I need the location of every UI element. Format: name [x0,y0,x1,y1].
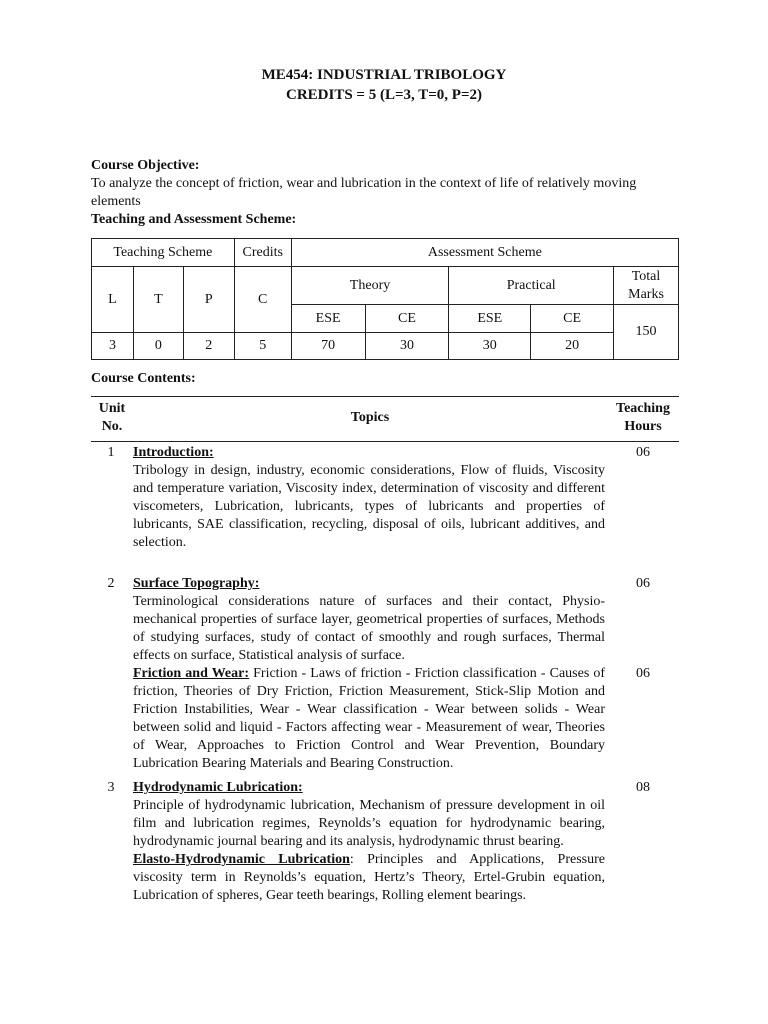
unit-topic [133,779,605,905]
theory-ese-header: ESE [291,305,365,333]
unit-topic [133,575,605,773]
objective-text: To analyze the concept of friction, wear and lubrication in the context of life of relatively moving elements [91,176,637,209]
contents-heading: Course Contents: [91,371,196,386]
unit-title: Surface Topography: [133,576,260,591]
credits-line: CREDITS = 5 (L=3, T=0, P=2) [285,87,483,103]
subunit-title: Friction and Wear: [133,666,250,681]
practical-header: Practical [449,267,614,305]
theory-ce-value: 30 [365,333,449,360]
l-value: 3 [92,333,134,360]
p-value: 2 [183,333,234,360]
subunit-hours: 06 [636,666,650,681]
subunit-paragraph [133,851,605,905]
practical-ce-value: 20 [531,333,614,360]
practical-ce-header: CE [531,305,614,333]
total-marks-header: Total Marks [614,267,679,305]
c-header: C [234,267,291,333]
teaching-scheme-header: Teaching Scheme [92,239,235,267]
objective-heading: Course Objective: [91,158,200,173]
l-header: L [92,267,134,333]
unit-hours: 06 [636,576,650,591]
scheme-table [91,238,679,360]
topics-header: Topics [350,410,390,425]
unit-text: Terminological considerations nature of surfaces and their contact, Physio-mechanical properties of surface layer, geometrical properties of surfaces, Methods of studying surfaces, study of contact of smoothly and rough surfaces, Thermal effects on surface, Statistical analysis of surface. [133,594,605,663]
unit-number: 1 [107,445,115,460]
theory-ese-value: 70 [291,333,365,360]
course-title: ME454: INDUSTRIAL TRIBOLOGY [261,67,507,83]
practical-ese-header: ESE [449,305,531,333]
credits-header: Credits [234,239,291,267]
subunit-paragraph [133,665,605,773]
unit-hours: 08 [636,780,650,795]
unit-number: 2 [107,576,115,591]
c-value: 5 [234,333,291,360]
unit-topic [133,444,605,552]
unit-text: Tribology in design, industry, economic considerations, Flow of fluids, Viscosity and temperature variation, Viscosity index, determination of viscosity and different viscometers, Lubrication, lubricants, types of lubricants and properties of lubricants, SAE classification, recycling, disposal of oils, lubricant additives, and selection. [133,463,605,550]
unit-hours: 06 [636,445,650,460]
unit-title: Introduction: [133,445,214,460]
unit-text: Principle of hydrodynamic lubrication, Mechanism of pressure development in oil film and lubrication regimes, Reynolds’s equation for hydrodynamic bearing, hydrodynamic journal bearing and its analysis, hydrodynamic thrust bearing. [133,798,605,849]
p-header: P [183,267,234,333]
t-value: 0 [133,333,183,360]
assessment-scheme-header: Assessment Scheme [291,239,678,267]
unit-title: Hydrodynamic Lubrication: [133,780,303,795]
theory-ce-header: CE [365,305,449,333]
teaching-hours-header: Teaching Hours [616,401,670,434]
practical-ese-value: 30 [449,333,531,360]
subunit-text: Friction - Laws of friction - Friction classification - Causes of friction, Theories of Dry Friction, Friction Measurement, Stick-Slip Motion and Friction Instabilities, Wear - Wear classification - Wear between solids - Wear between solid and liquid - Factors affecting wear - Measurement of wear, Theories of Wear, Approaches to Friction Control and Wear Prevention, Boundary Lubrication Bearing Materials and Bearing Construction. [133,666,606,771]
scheme-heading: Teaching and Assessment Scheme: [91,212,297,227]
unit-no-header: Unit No. [98,401,126,434]
t-header: T [133,267,183,333]
subunit-title: Elasto-Hydrodynamic Lubrication [133,852,350,867]
theory-header: Theory [291,267,449,305]
subunit-text: : Principles and Applications, Pressure viscosity term in Reynolds’s equation, Hertz’s Theory, Ertel-Grubin equation, Lubrication of spheres, Gear teeth bearings, Rolling element bearings. [133,852,605,903]
total-marks-value: 150 [614,305,679,360]
unit-number: 3 [107,780,115,795]
